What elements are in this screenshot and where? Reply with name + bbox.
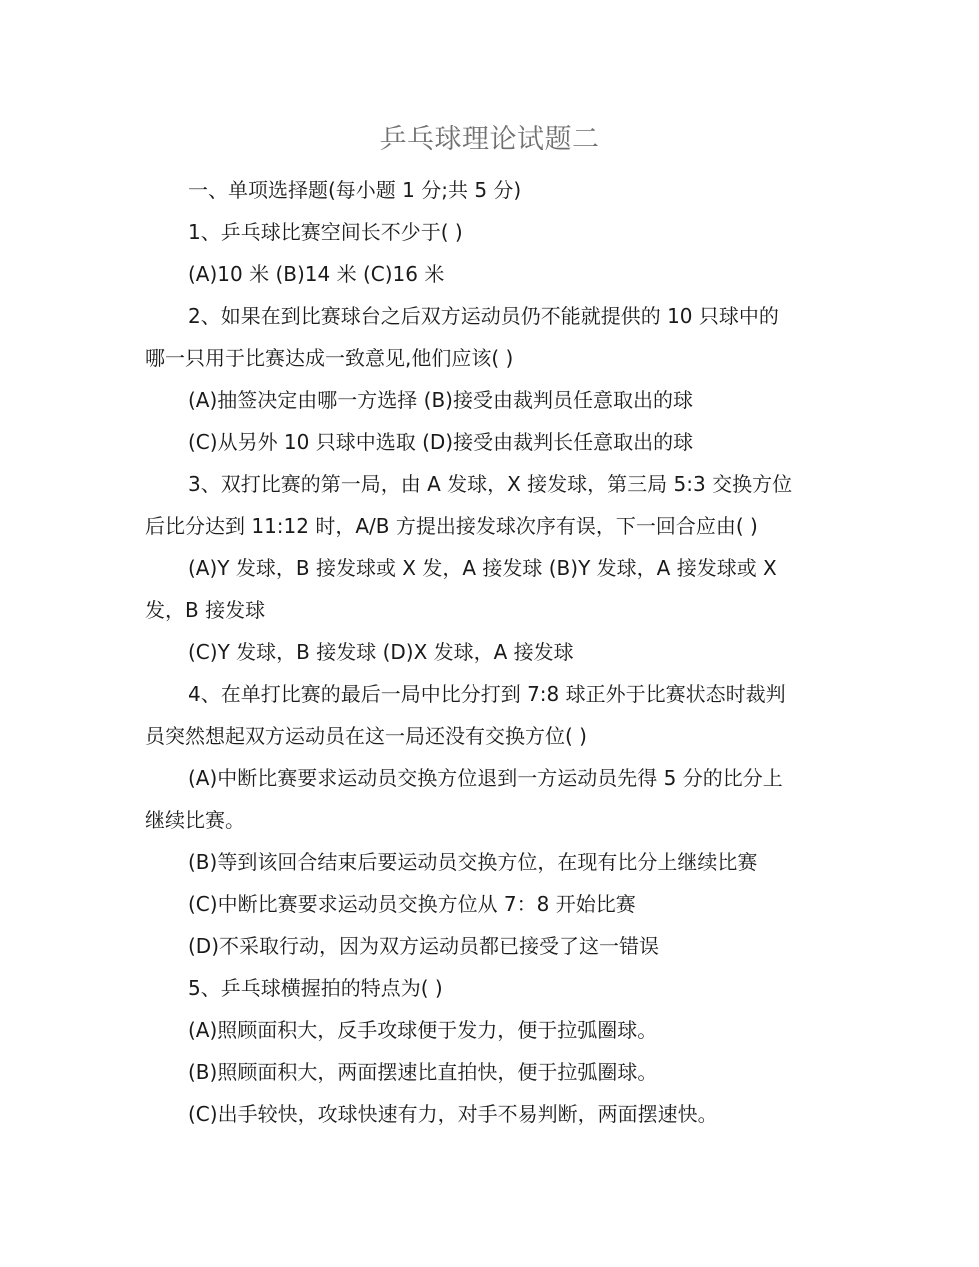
section-heading: 一、单项选择题(每小题 1 分;共 5 分) [188,178,522,202]
question-3-options-ab-line-1: (A)Y 发球，B 接发球或 X 发，A 接发球 (B)Y 发球，A 接发球或 X [188,556,777,580]
question-3-line-2: 后比分达到 11:12 时，A/B 方提出接发球次序有误，下一回合应由( ) [145,514,758,538]
document-title: 乒乓球理论试题二 [379,124,600,155]
question-4-option-b: (B)等到该回合结束后要运动员交换方位，在现有比分上继续比赛 [188,850,758,874]
question-3-options-ab-line-2: 发，B 接发球 [145,598,266,622]
question-4-option-c: (C)中断比赛要求运动员交换方位从 7：8 开始比赛 [188,892,636,916]
question-3-line-1: 3、双打比赛的第一局，由 A 发球，X 接发球，第三局 5:3 交换方位 [188,472,793,496]
question-5-option-a: (A)照顾面积大，反手攻球便于发力，便于拉弧圈球。 [188,1018,658,1042]
question-4-line-1: 4、在单打比赛的最后一局中比分打到 7:8 球正外于比赛状态时裁判 [188,682,786,706]
question-5-option-c: (C)出手较快，攻球快速有力，对手不易判断，两面摆速快。 [188,1102,718,1126]
question-1-options: (A)10 米 (B)14 米 (C)16 米 [188,262,445,286]
question-4-option-a-line-1: (A)中断比赛要求运动员交换方位退到一方运动员先得 5 分的比分上 [188,766,783,790]
question-4-option-d: (D)不采取行动，因为双方运动员都已接受了这一错误 [188,934,660,958]
question-3-options-cd: (C)Y 发球，B 接发球 (D)X 发球，A 接发球 [188,640,574,664]
question-4-option-a-line-2: 继续比赛。 [145,808,245,832]
question-5-option-b: (B)照顾面积大，两面摆速比直拍快，便于拉弧圈球。 [188,1060,658,1084]
question-5: 5、乒乓球横握拍的特点为( ) [188,976,443,1000]
question-2-line-1: 2、如果在到比赛球台之后双方运动员仍不能就提供的 10 只球中的 [188,304,779,328]
question-2-line-2: 哪一只用于比赛达成一致意见,他们应该( ) [145,346,514,370]
question-4-line-2: 员突然想起双方运动员在这一局还没有交换方位( ) [145,724,587,748]
question-1: 1、乒乓球比赛空间长不少于( ) [188,220,463,244]
question-2-options-cd: (C)从另外 10 只球中选取 (D)接受由裁判长任意取出的球 [188,430,694,454]
question-2-options-ab: (A)抽签决定由哪一方选择 (B)接受由裁判员任意取出的球 [188,388,693,412]
